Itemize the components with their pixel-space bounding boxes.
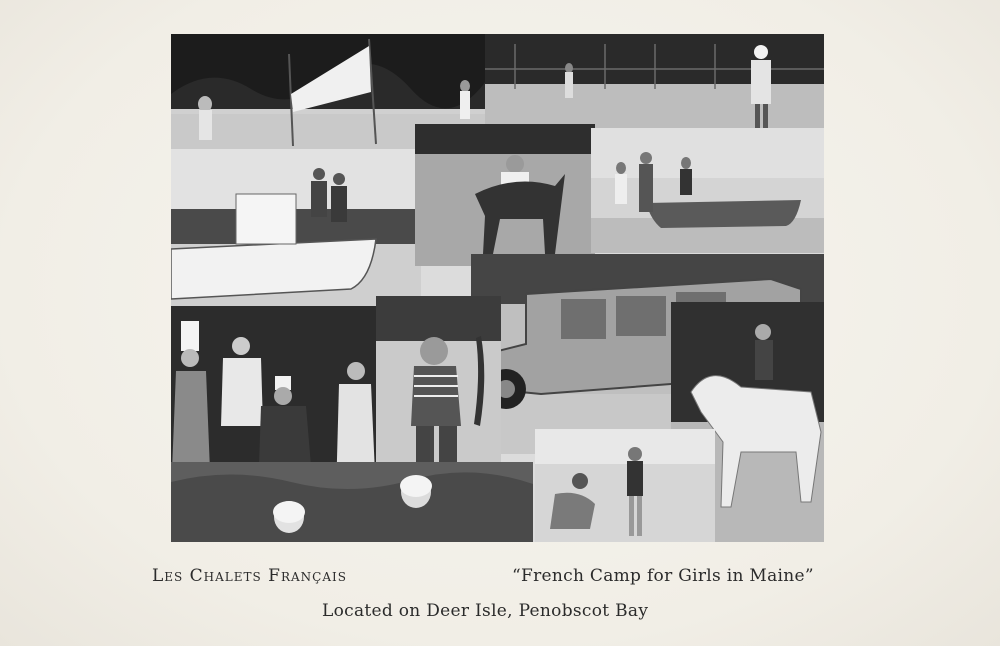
sailboat-photo xyxy=(171,149,421,309)
fishing-girl-photo xyxy=(376,296,501,466)
camp-location: Located on Deer Isle, Penobscot Bay xyxy=(322,601,649,621)
beach-children-photo xyxy=(535,429,715,542)
swimmers-photo xyxy=(171,462,533,542)
horseback-photo xyxy=(415,124,595,266)
photo-collage xyxy=(171,34,824,542)
camp-name: Les Chalets Français xyxy=(152,566,347,586)
canoe-photo xyxy=(591,128,824,253)
camp-tagline: “French Camp for Girls in Maine” xyxy=(512,566,814,586)
